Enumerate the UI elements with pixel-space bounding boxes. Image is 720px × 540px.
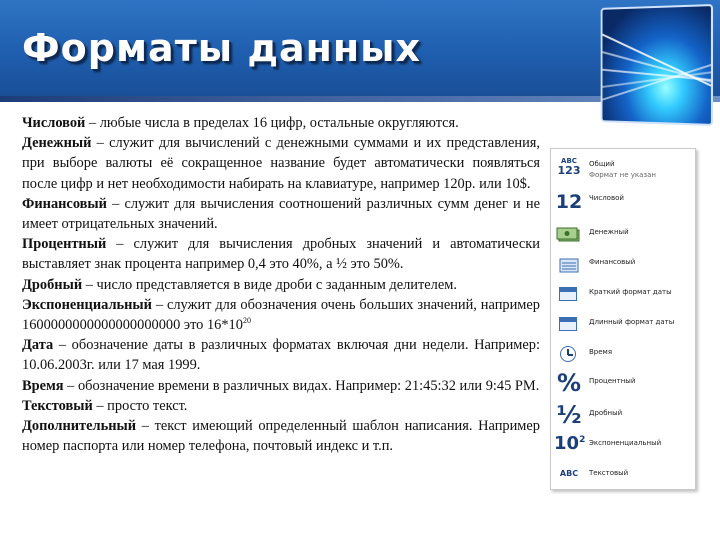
- definition: – служит для вычисления дробных значений и автоматически выставляет знак процента например 0,4 это 40%, а ½ это 50%.: [22, 236, 540, 273]
- definition: – любые числа в пределах 16 цифр, остальные округляются.: [85, 115, 459, 131]
- format-label: Экспоненциальный: [589, 439, 662, 447]
- format-item-text[interactable]: [551, 463, 697, 491]
- definition: – служит для обозначения очень больших значений, например 1600000000000000000000 это 16*10: [22, 296, 540, 334]
- paragraph-fraction: [22, 275, 540, 295]
- term: Текстовый: [22, 397, 93, 414]
- exponent-icon: [554, 433, 584, 454]
- clock-icon: [560, 346, 576, 362]
- fraction-icon: ½: [556, 401, 582, 429]
- term: Числовой: [22, 115, 86, 131]
- term: Время: [22, 377, 64, 394]
- term: Финансовый: [22, 195, 107, 212]
- icon-power: 2: [579, 435, 586, 445]
- definition: – обозначение времени в различных видах. Например: 21:45:32 или 9:45 PM.: [63, 377, 540, 394]
- icon-base: 10: [554, 433, 580, 454]
- paragraph-special: [22, 416, 540, 456]
- definition: – число представляется в виде дроби с заданным делителем.: [82, 276, 457, 293]
- number-format-list: [550, 148, 696, 490]
- calendar-icon: [559, 317, 577, 331]
- format-label: Финансовый: [589, 258, 636, 266]
- format-item-short-date[interactable]: [551, 283, 697, 311]
- paragraph-text: [22, 396, 540, 416]
- formats-description: [22, 113, 540, 456]
- format-label: Длинный формат даты: [589, 318, 675, 326]
- format-label: Общий: [589, 160, 615, 168]
- paragraph-percent: [22, 234, 540, 274]
- term: Дробный: [22, 276, 83, 293]
- definition: – просто текст.: [92, 397, 188, 414]
- paragraph-numeric: [22, 113, 540, 133]
- icon-text-bottom: 123: [557, 164, 581, 177]
- format-sublabel: Формат не указан: [589, 171, 656, 179]
- finance-icon: [554, 255, 584, 275]
- format-item-general[interactable]: [551, 157, 697, 185]
- term: Дополнительный: [22, 418, 137, 435]
- format-label: Числовой: [589, 194, 624, 202]
- term: Процентный: [22, 236, 107, 253]
- format-item-percent[interactable]: [551, 371, 697, 399]
- general-format-icon: [554, 157, 584, 177]
- format-item-exponential[interactable]: [551, 433, 697, 461]
- paragraph-date: [22, 335, 540, 375]
- icon-text-top: ABC: [561, 157, 577, 165]
- paragraph-financial: [22, 194, 540, 234]
- format-label: Краткий формат даты: [589, 288, 672, 296]
- format-label: Денежный: [589, 228, 629, 236]
- term: Дата: [22, 337, 54, 354]
- text-format-icon: ABC: [559, 469, 579, 478]
- exponent: 20: [242, 316, 251, 326]
- definition: – текст имеющий определенный шаблон написания. Например номер паспорта или номер телефона, почтовый индекс и т.п.: [22, 418, 540, 455]
- paragraph-exponential: [22, 295, 540, 335]
- number-format-icon: 12: [555, 191, 583, 213]
- percent-icon: %: [556, 369, 582, 397]
- term: Денежный: [22, 135, 92, 152]
- format-item-currency[interactable]: [551, 223, 697, 251]
- slide-title: Форматы данных: [22, 26, 422, 70]
- format-item-time[interactable]: [551, 343, 697, 371]
- definition: – служит для вычислений с денежными суммами и их представления, при выборе валюты её сокращенное название будет автоматически появляться после цифр и нет необходимости набирать на клавиатуре, например 120р. или 10$.: [22, 135, 540, 192]
- calendar-icon: [559, 287, 577, 301]
- format-label: Процентный: [589, 377, 636, 385]
- format-label: Время: [589, 348, 613, 356]
- definition: – служит для вычисления соотношений различных сумм денег и не имеет отрицательных значений.: [22, 195, 540, 233]
- format-label: Текстовый: [589, 469, 629, 477]
- format-label: Дробный: [589, 409, 623, 417]
- format-item-financial[interactable]: [551, 253, 697, 281]
- money-icon: [554, 225, 584, 245]
- paragraph-time: [22, 376, 540, 396]
- term: Экспоненциальный: [22, 296, 152, 313]
- decorative-light-image: [601, 4, 713, 126]
- definition: – обозначение даты в различных форматах включая дни недели. Например: 10.06.2003г. или 17 мая 1999.: [22, 337, 540, 374]
- format-item-number[interactable]: [551, 191, 697, 219]
- paragraph-currency: [22, 133, 540, 194]
- format-item-long-date[interactable]: [551, 313, 697, 341]
- format-item-fraction[interactable]: [551, 403, 697, 431]
